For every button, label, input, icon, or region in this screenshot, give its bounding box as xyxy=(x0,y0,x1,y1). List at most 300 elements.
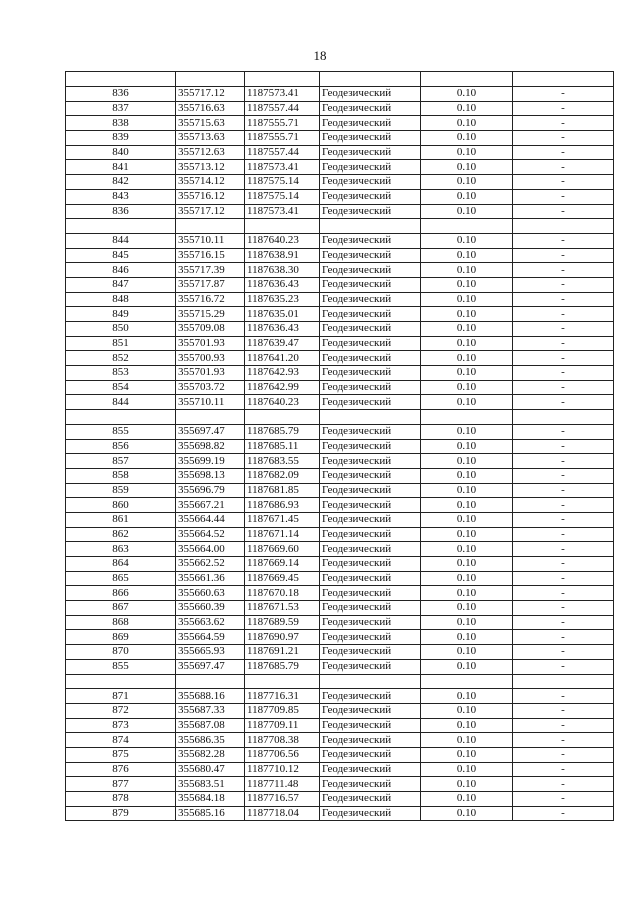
point-number-cell: 854 xyxy=(66,380,176,395)
x-coordinate-cell: 355701.93 xyxy=(176,366,245,381)
accuracy-cell: 0.10 xyxy=(421,189,513,204)
method-cell: Геодезический xyxy=(320,762,421,777)
description-cell: - xyxy=(513,586,614,601)
accuracy-cell: 0.10 xyxy=(421,263,513,278)
x-coordinate-cell: 355698.13 xyxy=(176,468,245,483)
description-cell: - xyxy=(513,615,614,630)
accuracy-cell: 0.10 xyxy=(421,689,513,704)
y-coordinate-cell: 1187555.71 xyxy=(245,131,320,146)
x-coordinate-cell: 355699.19 xyxy=(176,454,245,469)
y-coordinate-cell: 1187639.47 xyxy=(245,336,320,351)
method-cell: Геодезический xyxy=(320,248,421,263)
y-coordinate-cell: 1187681.85 xyxy=(245,483,320,498)
description-cell: - xyxy=(513,601,614,616)
y-coordinate-cell: 1187555.71 xyxy=(245,116,320,131)
method-cell: Геодезический xyxy=(320,659,421,674)
point-number-cell: 868 xyxy=(66,615,176,630)
accuracy-cell: 0.10 xyxy=(421,233,513,248)
x-coordinate-cell: 355717.39 xyxy=(176,263,245,278)
y-coordinate-cell: 1187573.41 xyxy=(245,87,320,102)
point-number-cell: 848 xyxy=(66,292,176,307)
x-coordinate-cell: 355683.51 xyxy=(176,777,245,792)
description-cell: - xyxy=(513,512,614,527)
accuracy-cell: 0.10 xyxy=(421,571,513,586)
method-cell: Геодезический xyxy=(320,601,421,616)
accuracy-cell: 0.10 xyxy=(421,160,513,175)
y-coordinate-cell: 1187635.23 xyxy=(245,292,320,307)
description-cell: - xyxy=(513,468,614,483)
accuracy-cell: 0.10 xyxy=(421,101,513,116)
point-number-cell: 847 xyxy=(66,277,176,292)
point-number-cell: 870 xyxy=(66,645,176,660)
accuracy-cell: 0.10 xyxy=(421,468,513,483)
empty-cell xyxy=(66,410,176,425)
table-row xyxy=(66,204,614,219)
method-cell: Геодезический xyxy=(320,718,421,733)
point-number-cell: 840 xyxy=(66,145,176,160)
accuracy-cell: 0.10 xyxy=(421,777,513,792)
accuracy-cell: 0.10 xyxy=(421,615,513,630)
point-number-cell: 860 xyxy=(66,498,176,513)
table-row xyxy=(66,762,614,777)
table-row xyxy=(66,630,614,645)
table-row xyxy=(66,542,614,557)
table-row xyxy=(66,101,614,116)
x-coordinate-cell: 355700.93 xyxy=(176,351,245,366)
x-coordinate-cell: 355710.11 xyxy=(176,233,245,248)
x-coordinate-cell: 355688.16 xyxy=(176,689,245,704)
y-coordinate-cell: 1187691.21 xyxy=(245,645,320,660)
description-cell: - xyxy=(513,204,614,219)
empty-cell xyxy=(176,219,245,234)
x-coordinate-cell: 355665.93 xyxy=(176,645,245,660)
point-number-cell: 859 xyxy=(66,483,176,498)
table-row xyxy=(66,527,614,542)
y-coordinate-cell: 1187641.20 xyxy=(245,351,320,366)
point-number-cell: 841 xyxy=(66,160,176,175)
description-cell: - xyxy=(513,659,614,674)
x-coordinate-cell: 355717.12 xyxy=(176,204,245,219)
empty-cell xyxy=(176,674,245,689)
table-row xyxy=(66,160,614,175)
table-row xyxy=(66,454,614,469)
description-cell: - xyxy=(513,160,614,175)
table-row xyxy=(66,351,614,366)
accuracy-cell: 0.10 xyxy=(421,145,513,160)
x-coordinate-cell: 355716.72 xyxy=(176,292,245,307)
y-coordinate-cell: 1187669.14 xyxy=(245,557,320,572)
point-number-cell: 861 xyxy=(66,512,176,527)
table-row xyxy=(66,703,614,718)
table-row xyxy=(66,322,614,337)
y-coordinate-cell: 1187685.11 xyxy=(245,439,320,454)
y-coordinate-cell: 1187671.14 xyxy=(245,527,320,542)
point-number-cell: 837 xyxy=(66,101,176,116)
method-cell: Геодезический xyxy=(320,792,421,807)
description-cell: - xyxy=(513,498,614,513)
x-coordinate-cell: 355698.82 xyxy=(176,439,245,454)
empty-cell xyxy=(66,219,176,234)
description-cell: - xyxy=(513,307,614,322)
method-cell: Геодезический xyxy=(320,747,421,762)
method-cell: Геодезический xyxy=(320,527,421,542)
empty-cell xyxy=(66,674,176,689)
description-cell: - xyxy=(513,380,614,395)
description-cell: - xyxy=(513,718,614,733)
point-number-cell: 878 xyxy=(66,792,176,807)
accuracy-cell: 0.10 xyxy=(421,542,513,557)
y-coordinate-cell: 1187642.93 xyxy=(245,366,320,381)
accuracy-cell: 0.10 xyxy=(421,277,513,292)
point-number-cell: 856 xyxy=(66,439,176,454)
point-number-cell: 845 xyxy=(66,248,176,263)
description-cell: - xyxy=(513,175,614,190)
accuracy-cell: 0.10 xyxy=(421,747,513,762)
table-row xyxy=(66,277,614,292)
description-cell: - xyxy=(513,263,614,278)
accuracy-cell: 0.10 xyxy=(421,248,513,263)
empty-cell xyxy=(421,674,513,689)
accuracy-cell: 0.10 xyxy=(421,498,513,513)
x-coordinate-cell: 355713.12 xyxy=(176,160,245,175)
method-cell: Геодезический xyxy=(320,380,421,395)
description-cell: - xyxy=(513,145,614,160)
accuracy-cell: 0.10 xyxy=(421,307,513,322)
x-coordinate-cell: 355709.08 xyxy=(176,322,245,337)
point-number-cell: 876 xyxy=(66,762,176,777)
method-cell: Геодезический xyxy=(320,277,421,292)
point-number-cell: 863 xyxy=(66,542,176,557)
method-cell: Геодезический xyxy=(320,424,421,439)
y-coordinate-cell: 1187636.43 xyxy=(245,277,320,292)
accuracy-cell: 0.10 xyxy=(421,336,513,351)
y-coordinate-cell: 1187690.97 xyxy=(245,630,320,645)
empty-cell xyxy=(245,410,320,425)
y-coordinate-cell: 1187557.44 xyxy=(245,101,320,116)
point-number-cell: 855 xyxy=(66,424,176,439)
point-number-cell: 846 xyxy=(66,263,176,278)
table-row xyxy=(66,145,614,160)
accuracy-cell: 0.10 xyxy=(421,557,513,572)
y-coordinate-cell: 1187709.85 xyxy=(245,703,320,718)
method-cell: Геодезический xyxy=(320,498,421,513)
y-coordinate-cell: 1187671.45 xyxy=(245,512,320,527)
description-cell: - xyxy=(513,806,614,821)
table-row xyxy=(66,189,614,204)
point-number-cell: 838 xyxy=(66,116,176,131)
method-cell: Геодезический xyxy=(320,542,421,557)
point-number-cell: 839 xyxy=(66,131,176,146)
table-row xyxy=(66,806,614,821)
accuracy-cell: 0.10 xyxy=(421,380,513,395)
x-coordinate-cell: 355713.63 xyxy=(176,131,245,146)
accuracy-cell: 0.10 xyxy=(421,175,513,190)
accuracy-cell: 0.10 xyxy=(421,806,513,821)
y-coordinate-cell: 1187706.56 xyxy=(245,747,320,762)
accuracy-cell: 0.10 xyxy=(421,659,513,674)
method-cell: Геодезический xyxy=(320,87,421,102)
accuracy-cell: 0.10 xyxy=(421,439,513,454)
description-cell: - xyxy=(513,131,614,146)
accuracy-cell: 0.10 xyxy=(421,718,513,733)
description-cell: - xyxy=(513,777,614,792)
description-cell: - xyxy=(513,703,614,718)
table-row xyxy=(66,233,614,248)
table-row xyxy=(66,571,614,586)
method-cell: Геодезический xyxy=(320,703,421,718)
accuracy-cell: 0.10 xyxy=(421,645,513,660)
x-coordinate-cell: 355701.93 xyxy=(176,336,245,351)
empty-cell xyxy=(176,410,245,425)
point-number-cell: 862 xyxy=(66,527,176,542)
point-number-cell: 866 xyxy=(66,586,176,601)
point-number-cell: 869 xyxy=(66,630,176,645)
description-cell: - xyxy=(513,189,614,204)
x-coordinate-cell: 355664.59 xyxy=(176,630,245,645)
table-row xyxy=(66,468,614,483)
y-coordinate-cell: 1187640.23 xyxy=(245,395,320,410)
point-number-cell: 864 xyxy=(66,557,176,572)
empty-cell xyxy=(421,219,513,234)
method-cell: Геодезический xyxy=(320,454,421,469)
point-number-cell: 844 xyxy=(66,395,176,410)
point-number-cell: 842 xyxy=(66,175,176,190)
y-coordinate-cell: 1187670.18 xyxy=(245,586,320,601)
method-cell: Геодезический xyxy=(320,307,421,322)
description-cell: - xyxy=(513,395,614,410)
table-header-row xyxy=(66,72,614,87)
table-row xyxy=(66,483,614,498)
y-coordinate-cell: 1187716.31 xyxy=(245,689,320,704)
point-number-cell: 875 xyxy=(66,747,176,762)
table-row xyxy=(66,689,614,704)
empty-cell xyxy=(513,219,614,234)
empty-cell xyxy=(320,410,421,425)
empty-cell xyxy=(421,410,513,425)
point-number-cell: 873 xyxy=(66,718,176,733)
table-row xyxy=(66,263,614,278)
table-row xyxy=(66,792,614,807)
x-coordinate-cell: 355687.33 xyxy=(176,703,245,718)
group-separator-row xyxy=(66,410,614,425)
description-cell: - xyxy=(513,645,614,660)
description-cell: - xyxy=(513,424,614,439)
method-cell: Геодезический xyxy=(320,483,421,498)
description-cell: - xyxy=(513,336,614,351)
table-row xyxy=(66,175,614,190)
method-cell: Геодезический xyxy=(320,571,421,586)
method-cell: Геодезический xyxy=(320,131,421,146)
accuracy-cell: 0.10 xyxy=(421,454,513,469)
description-cell: - xyxy=(513,248,614,263)
method-cell: Геодезический xyxy=(320,160,421,175)
accuracy-cell: 0.10 xyxy=(421,116,513,131)
description-cell: - xyxy=(513,747,614,762)
description-cell: - xyxy=(513,277,614,292)
empty-cell xyxy=(513,410,614,425)
y-coordinate-cell: 1187575.14 xyxy=(245,175,320,190)
x-coordinate-cell: 355664.00 xyxy=(176,542,245,557)
table-row xyxy=(66,718,614,733)
description-cell: - xyxy=(513,454,614,469)
table-row xyxy=(66,659,614,674)
y-coordinate-cell: 1187575.14 xyxy=(245,189,320,204)
description-cell: - xyxy=(513,292,614,307)
y-coordinate-cell: 1187710.12 xyxy=(245,762,320,777)
y-coordinate-cell: 1187708.38 xyxy=(245,733,320,748)
y-coordinate-cell: 1187669.45 xyxy=(245,571,320,586)
header-cell-method xyxy=(320,72,421,87)
x-coordinate-cell: 355664.44 xyxy=(176,512,245,527)
y-coordinate-cell: 1187671.53 xyxy=(245,601,320,616)
y-coordinate-cell: 1187638.91 xyxy=(245,248,320,263)
point-number-cell: 852 xyxy=(66,351,176,366)
method-cell: Геодезический xyxy=(320,439,421,454)
empty-cell xyxy=(245,219,320,234)
x-coordinate-cell: 355717.12 xyxy=(176,87,245,102)
table-row xyxy=(66,424,614,439)
x-coordinate-cell: 355714.12 xyxy=(176,175,245,190)
y-coordinate-cell: 1187640.23 xyxy=(245,233,320,248)
method-cell: Геодезический xyxy=(320,395,421,410)
description-cell: - xyxy=(513,542,614,557)
accuracy-cell: 0.10 xyxy=(421,601,513,616)
point-number-cell: 851 xyxy=(66,336,176,351)
accuracy-cell: 0.10 xyxy=(421,424,513,439)
page-number: 18 xyxy=(313,48,327,63)
accuracy-cell: 0.10 xyxy=(421,292,513,307)
y-coordinate-cell: 1187689.59 xyxy=(245,615,320,630)
table-row xyxy=(66,615,614,630)
method-cell: Геодезический xyxy=(320,733,421,748)
table-row xyxy=(66,336,614,351)
coordinates-table xyxy=(65,71,614,821)
table-row xyxy=(66,557,614,572)
method-cell: Геодезический xyxy=(320,512,421,527)
y-coordinate-cell: 1187638.30 xyxy=(245,263,320,278)
y-coordinate-cell: 1187685.79 xyxy=(245,659,320,674)
table-row xyxy=(66,586,614,601)
x-coordinate-cell: 355716.12 xyxy=(176,189,245,204)
y-coordinate-cell: 1187686.93 xyxy=(245,498,320,513)
method-cell: Геодезический xyxy=(320,366,421,381)
table-row xyxy=(66,395,614,410)
empty-cell xyxy=(320,219,421,234)
point-number-cell: 874 xyxy=(66,733,176,748)
description-cell: - xyxy=(513,630,614,645)
x-coordinate-cell: 355717.87 xyxy=(176,277,245,292)
method-cell: Геодезический xyxy=(320,615,421,630)
y-coordinate-cell: 1187683.55 xyxy=(245,454,320,469)
method-cell: Геодезический xyxy=(320,175,421,190)
method-cell: Геодезический xyxy=(320,351,421,366)
point-number-cell: 843 xyxy=(66,189,176,204)
method-cell: Геодезический xyxy=(320,777,421,792)
x-coordinate-cell: 355663.62 xyxy=(176,615,245,630)
method-cell: Геодезический xyxy=(320,189,421,204)
y-coordinate-cell: 1187636.43 xyxy=(245,322,320,337)
table-row xyxy=(66,292,614,307)
group-separator-row xyxy=(66,219,614,234)
description-cell: - xyxy=(513,571,614,586)
description-cell: - xyxy=(513,792,614,807)
table-row xyxy=(66,747,614,762)
table-row xyxy=(66,645,614,660)
x-coordinate-cell: 355715.63 xyxy=(176,116,245,131)
method-cell: Геодезический xyxy=(320,806,421,821)
empty-cell xyxy=(513,674,614,689)
point-number-cell: 853 xyxy=(66,366,176,381)
method-cell: Геодезический xyxy=(320,645,421,660)
y-coordinate-cell: 1187669.60 xyxy=(245,542,320,557)
x-coordinate-cell: 355684.18 xyxy=(176,792,245,807)
header-cell-y xyxy=(245,72,320,87)
table-row xyxy=(66,248,614,263)
table-row xyxy=(66,777,614,792)
x-coordinate-cell: 355697.47 xyxy=(176,659,245,674)
point-number-cell: 867 xyxy=(66,601,176,616)
point-number-cell: 855 xyxy=(66,659,176,674)
point-number-cell: 850 xyxy=(66,322,176,337)
accuracy-cell: 0.10 xyxy=(421,630,513,645)
accuracy-cell: 0.10 xyxy=(421,351,513,366)
point-number-cell: 872 xyxy=(66,703,176,718)
table-row xyxy=(66,116,614,131)
accuracy-cell: 0.10 xyxy=(421,395,513,410)
table-row xyxy=(66,380,614,395)
header-cell-accuracy xyxy=(421,72,513,87)
y-coordinate-cell: 1187557.44 xyxy=(245,145,320,160)
x-coordinate-cell: 355660.39 xyxy=(176,601,245,616)
y-coordinate-cell: 1187716.57 xyxy=(245,792,320,807)
accuracy-cell: 0.10 xyxy=(421,762,513,777)
table-row xyxy=(66,733,614,748)
method-cell: Геодезический xyxy=(320,101,421,116)
accuracy-cell: 0.10 xyxy=(421,703,513,718)
accuracy-cell: 0.10 xyxy=(421,512,513,527)
x-coordinate-cell: 355685.16 xyxy=(176,806,245,821)
method-cell: Геодезический xyxy=(320,116,421,131)
method-cell: Геодезический xyxy=(320,557,421,572)
x-coordinate-cell: 355703.72 xyxy=(176,380,245,395)
table-row xyxy=(66,307,614,322)
point-number-cell: 836 xyxy=(66,204,176,219)
x-coordinate-cell: 355686.35 xyxy=(176,733,245,748)
x-coordinate-cell: 355697.47 xyxy=(176,424,245,439)
description-cell: - xyxy=(513,101,614,116)
table-row xyxy=(66,439,614,454)
x-coordinate-cell: 355710.11 xyxy=(176,395,245,410)
method-cell: Геодезический xyxy=(320,263,421,278)
x-coordinate-cell: 355687.08 xyxy=(176,718,245,733)
method-cell: Геодезический xyxy=(320,145,421,160)
description-cell: - xyxy=(513,87,614,102)
description-cell: - xyxy=(513,233,614,248)
point-number-cell: 836 xyxy=(66,87,176,102)
accuracy-cell: 0.10 xyxy=(421,483,513,498)
method-cell: Геодезический xyxy=(320,468,421,483)
description-cell: - xyxy=(513,527,614,542)
method-cell: Геодезический xyxy=(320,630,421,645)
x-coordinate-cell: 355660.63 xyxy=(176,586,245,601)
point-number-cell: 857 xyxy=(66,454,176,469)
x-coordinate-cell: 355680.47 xyxy=(176,762,245,777)
accuracy-cell: 0.10 xyxy=(421,131,513,146)
y-coordinate-cell: 1187573.41 xyxy=(245,204,320,219)
accuracy-cell: 0.10 xyxy=(421,204,513,219)
x-coordinate-cell: 355712.63 xyxy=(176,145,245,160)
method-cell: Геодезический xyxy=(320,336,421,351)
